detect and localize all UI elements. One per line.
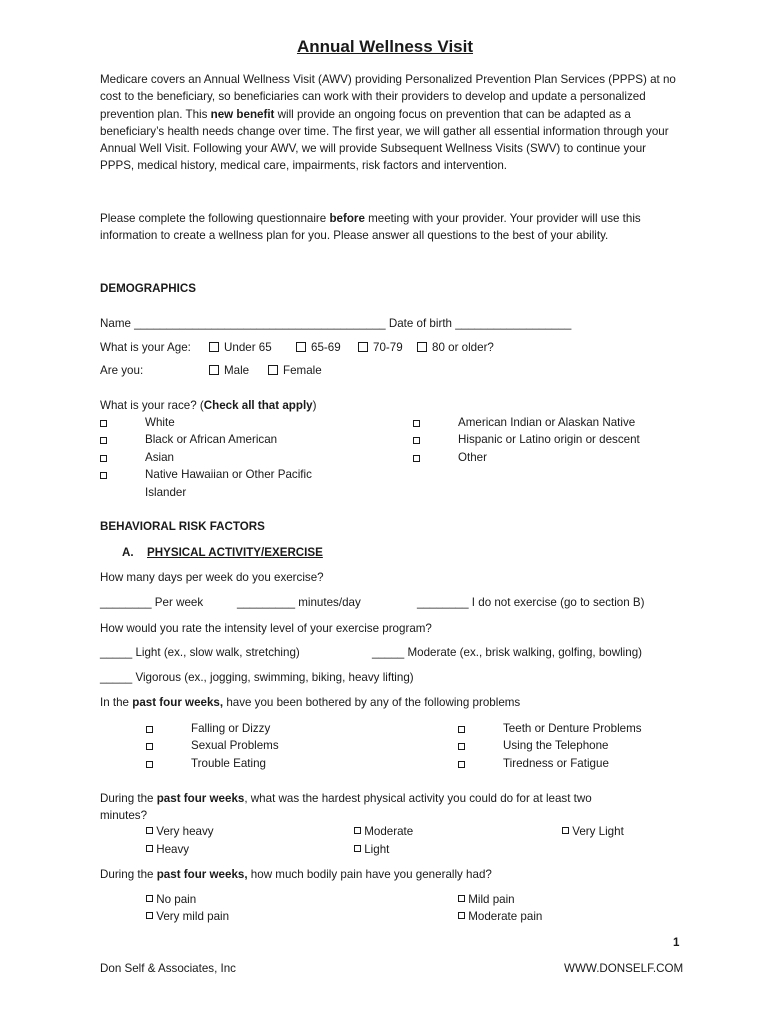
per-week-field[interactable]: ________ Per week [100, 596, 204, 609]
checkbox-icon [146, 845, 153, 852]
checkbox-icon[interactable] [146, 743, 153, 750]
checkbox-icon[interactable] [413, 420, 420, 427]
hardest-activity-question: During the past four weeks, what was the hardest physical activity you could do for at least two [100, 792, 592, 805]
intensity-light-field[interactable]: _____ Light (ex., slow walk, stretching) [100, 646, 300, 659]
activity-heavy[interactable]: Heavy [146, 841, 189, 858]
name-dob-field[interactable]: Name _______________________________________ Date of birth __________________ [100, 317, 572, 330]
checkbox-icon[interactable] [458, 761, 465, 768]
sex-option-male[interactable]: Male [209, 362, 249, 379]
checkbox-icon[interactable] [413, 437, 420, 444]
race-option-other: Other [458, 451, 487, 464]
pain-none[interactable]: No pain [146, 891, 196, 908]
checkbox-icon[interactable] [146, 761, 153, 768]
race-question: What is your race? (Check all that apply) [100, 399, 317, 412]
problem-teeth-denture: Teeth or Denture Problems [503, 722, 642, 735]
problem-falling-dizzy: Falling or Dizzy [191, 722, 271, 735]
race-option-native-hawaiian: Native Hawaiian or Other Pacific [145, 468, 312, 481]
checkbox-icon [146, 912, 153, 919]
problem-telephone: Using the Telephone [503, 739, 609, 752]
checkbox-icon[interactable] [146, 726, 153, 733]
race-option-asian: Asian [145, 451, 175, 464]
checkbox-icon [268, 365, 278, 375]
checkbox-icon [146, 827, 153, 834]
age-option-65-69[interactable]: 65-69 [296, 339, 341, 356]
minutes-field[interactable]: _________ minutes/day [237, 596, 361, 609]
checkbox-icon[interactable] [100, 437, 107, 444]
demographics-heading: DEMOGRAPHICS [100, 282, 196, 295]
pain-mild[interactable]: Mild pain [458, 891, 515, 908]
checkbox-icon [458, 895, 465, 902]
activity-light[interactable]: Light [354, 841, 389, 858]
checkbox-icon [209, 342, 219, 352]
sex-option-female[interactable]: Female [268, 362, 322, 379]
problem-sexual: Sexual Problems [191, 739, 279, 752]
activity-very-heavy[interactable]: Very heavy [146, 823, 214, 840]
days-question: How many days per week do you exercise? [100, 571, 324, 584]
pain-question: During the past four weeks, how much bodily pain have you generally had? [100, 868, 492, 881]
pain-very-mild[interactable]: Very mild pain [146, 908, 229, 925]
age-option-under-65[interactable]: Under 65 [209, 339, 272, 356]
race-option-black: Black or African American [145, 433, 278, 446]
checkbox-icon [354, 845, 361, 852]
page-number: 1 [673, 936, 680, 949]
age-label: What is your Age: [100, 341, 191, 354]
sex-label: Are you: [100, 364, 144, 377]
hardest-activity-question-cont: minutes? [100, 809, 148, 822]
intensity-moderate-field[interactable]: _____ Moderate (ex., brisk walking, golfing, bowling) [372, 646, 643, 659]
checkbox-icon [562, 827, 569, 834]
intro-paragraph-1: Medicare covers an Annual Wellness Visit (AWV) providing Personalized Prevention Plan Services (PPPS) at no cost to the beneficiary, so beneficiaries can work with their providers to develop and update a personalized prevention plan. This new benefit will provide an ongoing focus on prevention that can be adapted as a beneficiary’s health needs change over time. The first year, we will gather all essential information through your Annual Well Visit. Following your AWV, we will provide Subsequent Wellness Visits (SWV) to continue your PPPS, medical history, medical care, impairments, risk factors and intervention. [100, 73, 676, 173]
age-option-70-79[interactable]: 70-79 [358, 339, 403, 356]
checkbox-icon[interactable] [458, 726, 465, 733]
age-option-80-older[interactable]: 80 or older? [417, 339, 494, 356]
race-option-american-indian: American Indian or Alaskan Native [458, 416, 636, 429]
checkbox-icon [358, 342, 368, 352]
race-option-native-hawaiian-cont: Islander [145, 486, 187, 499]
problem-trouble-eating: Trouble Eating [191, 757, 266, 770]
page-title: Annual Wellness Visit [296, 37, 474, 56]
section-a-title: PHYSICAL ACTIVITY/EXERCISE [147, 546, 323, 559]
activity-moderate[interactable]: Moderate [354, 823, 413, 840]
checkbox-icon [354, 827, 361, 834]
checkbox-icon[interactable] [100, 455, 107, 462]
checkbox-icon [296, 342, 306, 352]
intensity-vigorous-field[interactable]: _____ Vigorous (ex., jogging, swimming, biking, heavy lifting) [100, 671, 414, 684]
checkbox-icon [458, 912, 465, 919]
section-a-number: A. [122, 546, 134, 559]
activity-very-light[interactable]: Very Light [562, 823, 624, 840]
race-option-hispanic: Hispanic or Latino origin or descent [458, 433, 640, 446]
behavioral-heading: BEHAVIORAL RISK FACTORS [100, 520, 265, 533]
checkbox-icon[interactable] [100, 420, 107, 427]
checkbox-icon[interactable] [458, 743, 465, 750]
checkbox-icon [209, 365, 219, 375]
race-option-white: White [145, 416, 175, 429]
problems-question: In the past four weeks, have you been bothered by any of the following problems [100, 696, 521, 709]
no-exercise-field[interactable]: ________ I do not exercise (go to section B) [417, 596, 645, 609]
intro-paragraph-2: Please complete the following questionnaire before meeting with your provider. Your provider will use this information to create a wellness plan for you. Please answer all questions to the best of your ability. [100, 212, 641, 243]
checkbox-icon [417, 342, 427, 352]
intensity-question: How would you rate the intensity level of your exercise program? [100, 622, 432, 635]
pain-moderate[interactable]: Moderate pain [458, 908, 542, 925]
checkbox-icon [146, 895, 153, 902]
problem-tiredness: Tiredness or Fatigue [503, 757, 609, 770]
checkbox-icon[interactable] [100, 472, 107, 479]
footer-company: Don Self & Associates, Inc [100, 962, 236, 975]
footer-website: WWW.DONSELF.COM [564, 962, 684, 975]
checkbox-icon[interactable] [413, 455, 420, 462]
